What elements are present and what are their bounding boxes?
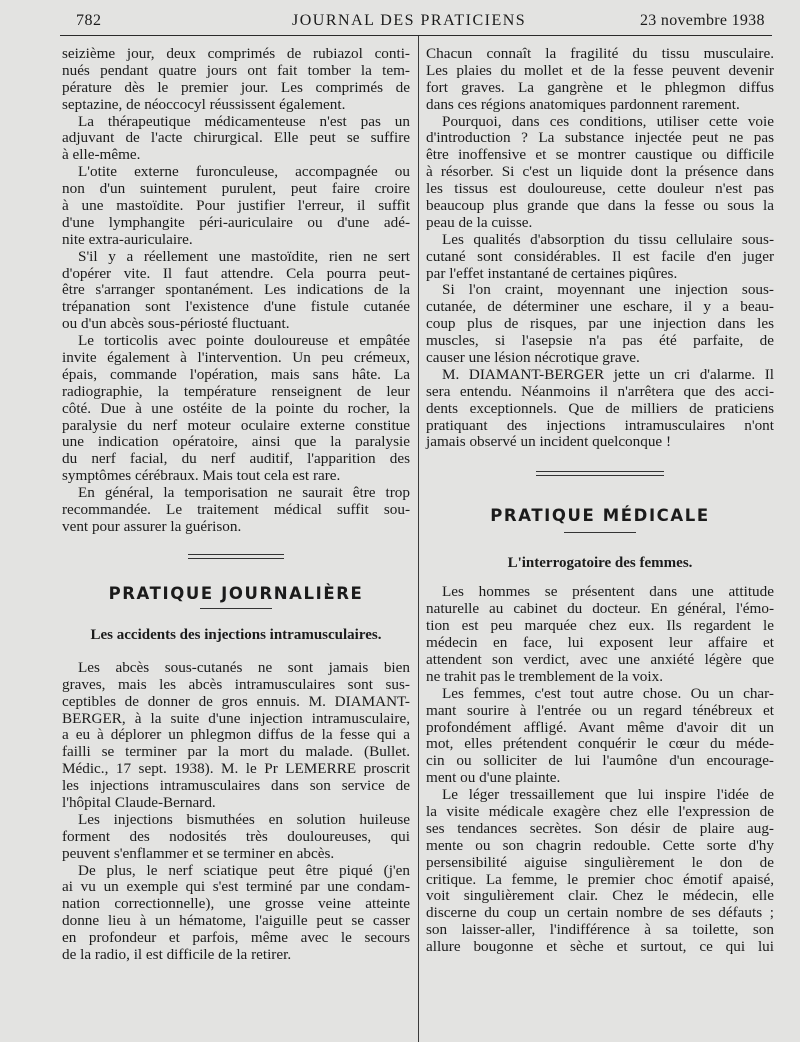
text-line: ment ou d'une plainte.: [426, 769, 561, 787]
text-line: L'otite externe furonculeuse, accompagnée ou: [78, 163, 410, 181]
text-line: une indication opératoire, ainsi que la paralysie: [62, 433, 410, 451]
text-line: Les qualités d'absorption du tissu cellulaire sous-: [442, 230, 774, 248]
page-header: [0, 0, 800, 40]
text-line: l'hôpital Claude-Bernard.: [62, 793, 216, 811]
text-line: La thérapeutique médicamenteuse n'est pas un: [78, 112, 410, 130]
article-title-injections: Les accidents des injections intramusculaires.: [90, 626, 382, 643]
text-line: cutanée, de déterminer une eschare, il y a beau-: [426, 298, 774, 316]
text-line: M. DIAMANT-BERGER jette un cri d'alarme. Il: [442, 365, 774, 383]
text-line: épais, commande l'opération, mais sans hâte. La: [62, 365, 410, 383]
header-rule: [60, 35, 772, 36]
text-line: S'il y a réellement une mastoïdite, rien ne sert: [78, 247, 410, 265]
text-line: cutané sont considérables. Il est facile d'en juger: [426, 247, 774, 265]
text-line: ne trahit pas le tremblement de la voix.: [426, 667, 664, 685]
text-line: recommandée. Le traitement médical suffit sou-: [62, 501, 410, 519]
text-line: trépanation sont l'existence d'une fistule cutanée: [62, 298, 410, 316]
text-line: les tissus est douloureuse, cette douleur n'est pas: [426, 180, 774, 198]
text-line: fort graves. La gangrène et le phlegmon diffus: [426, 78, 774, 96]
text-line: coup plus de risques, par une injection dans les: [426, 315, 774, 333]
text-line: la visite médicale exagère chez elle l'expression de: [426, 802, 774, 820]
text-line: muscles, si l'asepsie n'a pas été parfaite, de: [426, 332, 774, 350]
text-line: dents exceptionnels. Que de milliers de praticiens: [426, 399, 774, 417]
text-line: nite extra-auriculaire.: [62, 230, 193, 248]
text-line: dans ces régions anatomiques pardonnent rarement.: [426, 95, 740, 113]
text-line: côté. Due à une ostéite de la pointe du rocher, la: [62, 399, 410, 417]
text-line: persensibilité aiguise singulièrement le don de: [426, 853, 774, 871]
text-line: ai vu un exemple qui s'est terminé par une condam-: [62, 878, 410, 896]
text-line: allure bougonne et sèche et surtout, ce qui lui: [426, 938, 774, 956]
text-line: septazine, de néoccocyl réussissent également.: [62, 95, 346, 113]
text-line: pratiquant des injections intramusculaires n'ont: [426, 416, 774, 434]
text-line: voit singulièrement clair. Chez le médecin, elle: [426, 887, 774, 905]
text-line: à une mastoïdite. Pour justifier l'erreur, il suffit: [62, 197, 410, 215]
text-line: tion est peu marquée chez eux. Ils regardent le: [426, 617, 774, 635]
text-line: être inoffensive et se montrer caustique ou difficile: [426, 146, 774, 164]
text-line: ses tendances secrètes. Son désir de plaire aug-: [426, 819, 774, 837]
text-line: à résorber. Si c'est un liquide dont la présence dans: [426, 163, 774, 181]
text-line: être s'arranger spontanément. Les indications de la: [62, 281, 410, 299]
text-line: Chacun connaît la fragilité du tissu musculaire.: [426, 45, 774, 62]
text-line: attendent son verdict, avec une anxiété légère que: [426, 650, 774, 668]
text-line: Les femmes, c'est tout autre chose. Ou un char-: [442, 684, 774, 702]
text-line: seizième jour, deux comprimés de rubiazol conti-: [62, 45, 410, 62]
text-line: forment des nodosités très douloureuses, qui: [62, 827, 410, 845]
text-line: causer une lésion nécrotique grave.: [426, 349, 640, 367]
left-column-text-top: [62, 46, 410, 536]
text-line: d'introduction ? La substance injectée peut ne pas: [426, 129, 774, 147]
text-line: d'une lymphangite péri-auriculaire ou d'une adé-: [62, 213, 410, 231]
text-line: Le torticolis avec pointe douloureuse et empâtée: [78, 332, 410, 350]
right-column: [426, 46, 774, 956]
text-line: en profondeur et parfois, même avec le secours: [62, 929, 410, 947]
journal-title: JOURNAL DES PRATICIENS: [292, 12, 527, 29]
right-column-text-bottom: [426, 584, 774, 956]
text-line: peau de la cuisse.: [426, 213, 533, 231]
text-line: non d'un suintement purulent, peut faire croire: [62, 180, 410, 198]
text-line: Médic., 17 sept. 1938). M. le Pr LEMERRE proscrit: [62, 760, 410, 778]
text-line: cin ou solliciter de lui l'aumône d'un encourage-: [426, 752, 774, 770]
text-line: les injections intramusculaires dans son service de: [62, 777, 410, 795]
text-line: critique. La femme, le premier choc émotif apaisé,: [426, 870, 774, 888]
text-line: donne lieu à un hématome, l'aiguille peut se casser: [62, 912, 410, 930]
text-line: Pourquoi, dans ces conditions, utiliser cette voie: [442, 112, 774, 130]
text-line: ou d'un abcès sous-périosté fluctuant.: [62, 315, 290, 333]
text-line: par l'effet instantané de certaines piqûres.: [426, 264, 678, 282]
text-line: graves, mais les abcès intramusculaires sont sus-: [62, 675, 410, 693]
text-line: paralysie du nerf moteur oculaire externe constitue: [62, 416, 410, 434]
section-title-pratique-journaliere: PRATIQUE JOURNALIÈRE: [108, 583, 364, 603]
text-line: mot, elles prétendent conquérir le cœur du méde-: [426, 735, 774, 753]
article-title-interrogatoire: L'interrogatoire des femmes.: [507, 555, 693, 572]
page-number: 782: [76, 12, 102, 29]
column-divider: [418, 36, 419, 1042]
text-line: médecin en face, lui exposent leur affaire et: [426, 634, 774, 652]
text-line: Les abcès sous-cutanés ne sont jamais bien: [78, 658, 410, 676]
text-line: discerne du coup un certain nombre de ses défauts ;: [426, 904, 774, 922]
text-line: De plus, le nerf sciatique peut être piqué (j'en: [78, 861, 410, 879]
text-line: En général, la temporisation ne saurait être trop: [78, 484, 410, 502]
text-line: BERGER, à la suite d'une injection intramusculaire,: [62, 709, 410, 727]
text-line: du nerf facial, du nerf auditif, l'apparition des: [62, 450, 410, 468]
text-line: Le léger tressaillement que lui inspire l'idée de: [442, 786, 774, 804]
text-line: a eu à déplorer un phlegmon diffus de la fesse qui a: [62, 726, 410, 744]
text-line: failli se terminer par la mort du malade. (Bullet.: [62, 743, 410, 761]
text-line: radiographie, la température renseignent de leur: [62, 382, 410, 400]
text-line: naturelle au cabinet du docteur. En général, l'émo-: [426, 600, 774, 618]
text-line: profondément affligé. Avant même d'avoir dit un: [426, 718, 774, 736]
text-line: Les hommes se présentent dans une attitude: [442, 583, 774, 601]
text-line: nués pendant quatre jours ont fait tomber la tem-: [62, 61, 410, 79]
text-line: d'opérer vite. Il faut attendre. Cela pourra peut-: [62, 264, 410, 282]
text-line: invite également à l'intervention. Un peu crémeux,: [62, 349, 410, 367]
text-line: Si l'on craint, moyennant une injection sous-: [442, 281, 774, 299]
text-line: adjuvant de l'acte chirurgical. Elle peut se suffire: [62, 129, 410, 147]
text-line: mant sourire à l'entrée ou un regard ténébreux et: [426, 701, 774, 719]
text-line: son laisser-aller, l'indifférence à sa toilette, son: [426, 921, 774, 939]
text-line: symptômes cérébraux. Mais tout cela est rare.: [62, 467, 341, 485]
text-line: jamais observé un incident quelconque !: [426, 433, 672, 451]
text-line: pérature dès le premier jour. Les comprimés de: [62, 78, 410, 96]
text-line: beaucoup plus grande que dans la fesse ou sous la: [426, 197, 774, 215]
text-line: ceptibles de donner de gros ennuis. M. DIAMANT-: [62, 692, 410, 710]
right-column-text-top: [426, 46, 774, 451]
text-line: vent pour assurer la guérison.: [62, 517, 242, 535]
text-line: nation correctionnelle), une grosse veine atteinte: [62, 895, 410, 913]
text-line: Les plaies du mollet et de la fesse peuvent devenir: [426, 61, 774, 79]
text-line: sera entendu. Néanmoins il n'arrêtera que des acci-: [426, 382, 774, 400]
left-column-text-bottom: [62, 660, 410, 964]
section-title-pratique-medicale: PRATIQUE MÉDICALE: [490, 506, 710, 526]
text-line: Les injections bismuthées en solution huileuse: [78, 810, 410, 828]
issue-date: 23 novembre 1938: [640, 12, 765, 29]
text-line: de la radio, il est difficile de la retirer.: [62, 945, 292, 963]
text-line: peuvent s'enflammer et se terminer en abcès.: [62, 844, 335, 862]
text-line: mente ou son chagrin redouble. Cette sorte d'hy: [426, 836, 774, 854]
text-line: à elle-même.: [62, 146, 141, 164]
left-column: [62, 46, 410, 964]
